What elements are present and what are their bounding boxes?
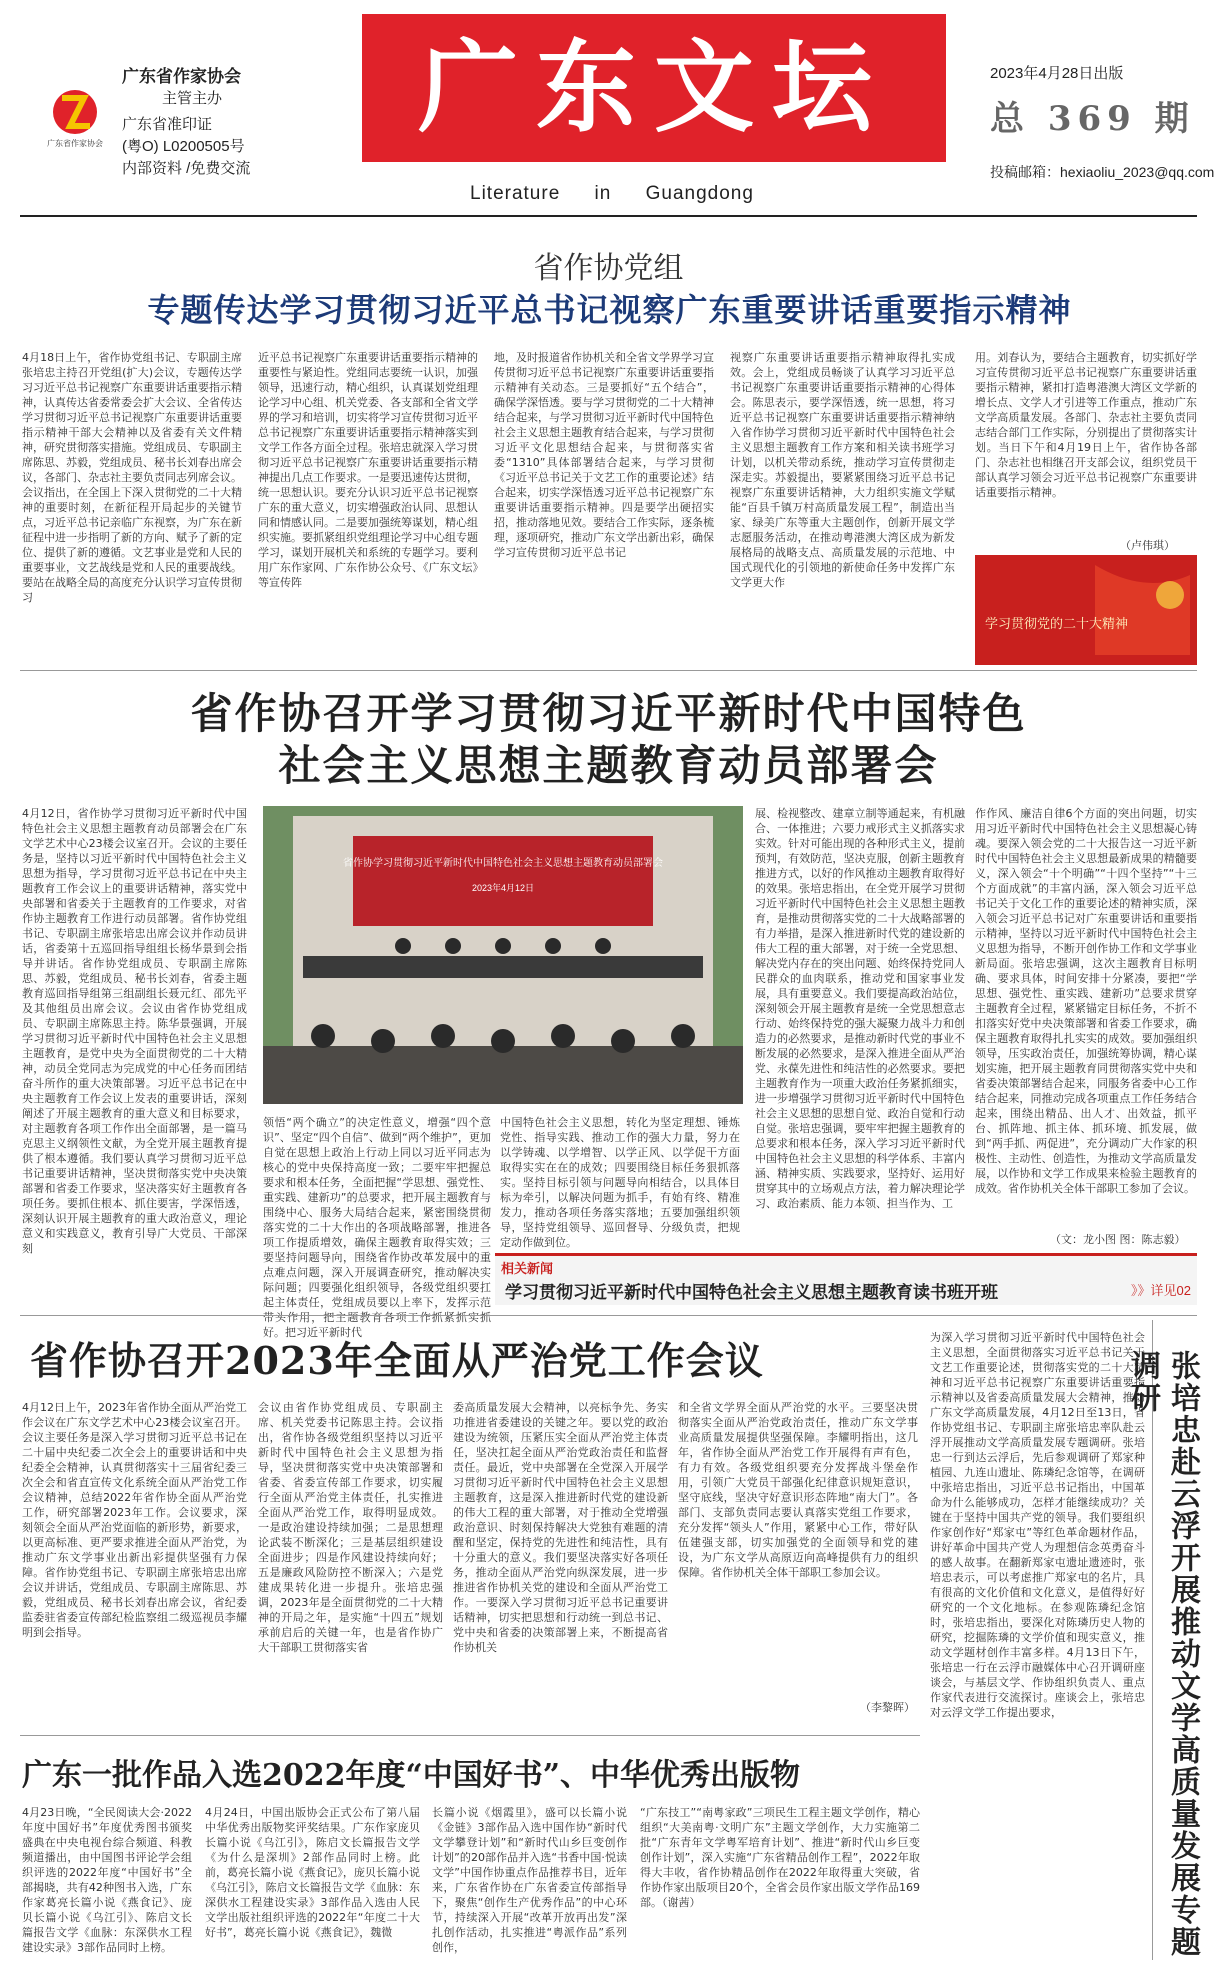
related-news[interactable] [495, 1253, 1197, 1305]
article3-col-1: 4月12日上午，2023年省作协全面从严治党工作会议在广东文学艺术中心23楼会议室召开。会议主要任务是深入学习贯彻习近平总书记在二十届中央纪委二次全会上的重要讲话和中央纪委全会精神，认真贯彻落实十三届省纪委三次全会和省直宣传文化系统全面从严治党工作会议精神，总结2022年省作协全面从严治党工作，研究部署2023年工作。会议要求，深刻领会全面从严治党面临的新形势，新要求，以更高标准、更严要求推进全面从严治党，为推动广东文学事业出新出彩提供坚强有力保障。省作协党组书记、专职副主席张培忠出席会议并讲话，党组成员、专职副主席陈思、苏毅，党组成员、秘书长刘春出席会议，省纪委监委驻省委宣传部纪检监察组二级巡视员李耀明到会指导。 [22, 1401, 247, 1639]
party-congress-banner [975, 555, 1197, 665]
article4-col-3: 长篇小说《烟霞里》，盛可以长篇小说《金链》3部作品入选中国作协“新时代文学攀登计划”和“新时代山乡巨变创作计划”的20部作品并入选“书香中国·悦读文学”中国作协重点作品推荐书目，近年来，广东省作协在广东省委宣传部指导下，聚焦“创作生产优秀作品”的中心环节，持续深入开展“改革开放再出发”深扎创作活动，扎实推进“粤派作品”系列创作， [432, 1806, 627, 1954]
meeting-photo [263, 806, 743, 1104]
article4-col-1: 4月23日晚，“全民阅读大会·2022年度中国好书”年度优秀图书颁奖盛典在中央电视台综合频道、科教频道播出，由中国图书评论学会组织评选的2022年度“中国好书”全部揭晓，共有42种图书入选，广东作家葛亮长篇小说《燕食记》、庞贝长篇小说《乌江引》、陈启文长篇报告文学《血脉：东深供水工程建设实录》3部作品同时上榜。 [22, 1806, 192, 1954]
article2-headline [20, 688, 1197, 792]
article3-col-3: 委高质量发展大会精神，以亮标争先、务实功推进省委建设的关键之年。要以党的政治建设为统领，压紧压实全面从严治党主体责任，坚决扛起全面从严治党政治责任和监督责任。最近，党中央部署在全党深入开展学习贯彻习近平新时代中国特色社会主义思想主题教育，这是深入推进新时代党的建设新的伟大工程的重大部署，对于推动全党增强政治意识、时刻保持解决大党独有难题的清醒和坚定，保持党的先进性和纯洁性，具有十分重大的意义。我们要坚决落实好各项任务，推动全面从严治党向纵深发展，进一步推进省作协机关党的建设和全面从严治党工作。一要深入学习贯彻习近平总书记重要讲话精神，切实把思想和行动统一到总书记、党中央和省委的决策部署上来，不断提高省作协机关 [453, 1401, 668, 1654]
masthead [0, 0, 1217, 215]
divider [20, 670, 1197, 671]
article3-col-4: 和全省文学界全面从严治党的水平。三要坚决贯彻落实全面从严治党政治责任，推动广东文学事业高质量发展提供坚强保障。李耀明指出，这几年，省作协全面从严治党工作开展得有声有色，有力有效。各级党组织要充分发挥战斗堡垒作用，引领广大党员干部强化纪律意识规矩意识，坚守底线，坚决守好意识形态阵地“南大门”。各部门、支部负责同志要认真落实党组工作要求，充分发挥“领头人”作用，紧紧中心工作，带好队伍建强支部，切实加强党的全面领导和党的建设，为广东文学从高原迈向高峰提供有力的组织保障。省作协机关全体干部职工参加会议。 [678, 1401, 918, 1579]
article5-headline: 张培忠赴云浮开展推动文学高质量发展专题调研 [1125, 1350, 1200, 1958]
photo-banner-text: 省作协学习贯彻习近平新时代中国特色社会主义思想主题教育动员部署会 [343, 858, 663, 869]
flag-decoration-icon [975, 555, 1197, 665]
article2-headline-line1: 省作协召开学习贯彻习近平新时代中国特色 [190, 689, 1027, 738]
association-logo-icon [40, 80, 110, 150]
article1-col-4: 视察广东重要讲话重要指示精神取得扎实成效。会上，党组成员畅谈了认真学习习近平总书记视察广东重要讲话重要指示精神的心得体会。陈思表示，要学深悟透，统一思想，将习近平总书记视察广东重要讲话重要指示精神纳入省作协学习贯彻习近平新时代中国特色社会主义思想主题教育工作方案和相关读书班学习计划，以机关带动系统，推动学习宣传贯彻走深走实。苏毅提出，要紧紧围绕习近平总书记视察广东重要讲话精神，大力组织实施文学赋能“百县千镇万村高质量发展工程”，制造出当家、绿美广东等重大主题创作，创新开展文学志愿服务活动，在推动粤港澳大湾区成为新发展格局的战略支点、高质量发展的示范地、中国式现代化的引领地的新使命任务中发挥广东文学更大作 [730, 351, 955, 589]
divider [20, 215, 1197, 217]
article1-kicker: 省作协党组 [533, 252, 684, 285]
article4-headline: 广东一批作品入选2022年度“中国好书”、中华优秀出版物 [22, 1758, 801, 1793]
publish-date: 2023年4月28日出版 [990, 65, 1124, 82]
banner-text: 学习贯彻党的二十大精神 [985, 616, 1129, 631]
logo-caption: 广东省作家协会 [47, 139, 103, 148]
article2-col-4: 展、检视整改、建章立制等通起来，有机融合、一体推进；六要力戒形式主义抓落实求实效。针对可能出现的各种形式主义，提前预判，有效防范，坚决克服，创新主题教育推进方式，以好的作风推动主题教育取得好的效果。张培忠指出，在全党开展学习贯彻习近平新时代中国特色社会主义思想主题教育，是推动贯彻落实党的二十大战略部署的有力举措，是深入推进新时代党的建设新的伟大工程的重大部署，对于统一全党思想、解决党内存在的突出问题、始终保持党同人民群众的血肉联系，推动党和国家事业发展，具有重要意义。我们要提高政治站位，深刻领会开展主题教育是统一全党思想意志行动、始终保持党的强大凝聚力战斗力和创造力的必然要求，是推动新时代党的事业不断发展的必然要求，是深入推进全面从严治党、永葆先进性和纯洁性的必然要求。要把主题教育作为一项重大政治任务紧抓细实，进一步增强学习贯彻习近平新时代中国特色社会主义思想的思想自觉、政治自觉和行动自觉。张培忠强调，要牢牢把握主题教育的总要求和根本任务，深入学习习近平新时代中国特色社会主义思想的科学体系、丰富内涵、精神实质、实践要求，坚持好、运用好贯穿其中的立场观点方法，着力解决理论学习、政治素质、能力本领、担当作为、工 [755, 807, 965, 1210]
article2-headline-line2: 社会主义思想主题教育动员部署会 [278, 741, 939, 790]
circulation-note: 内部资料 /免费交流 [122, 160, 251, 177]
newspaper-title-en: Literature in Guangdong [470, 183, 754, 204]
article3-headline: 省作协召开2023年全面从严治党工作会议 [30, 1338, 764, 1383]
article2-col-2: 领悟“两个确立”的决定性意义，增强“四个意识”、坚定“四个自信”、做到“两个维护”，更加自觉在思想上政治上行动上同以习近平同志为核心的党中央保持高度一致；二要牢牢把握总要求和根本任务，全面把握“学思想、强党性、重实践、建新功”的总要求，把开展主题教育与围绕中心、服务大局结合起来，紧密围绕贯彻落实党的二十大作出的各项战略部署，推进各项工作提质增效，确保主题教育取得实效；三要坚持问题导向，围绕省作协改革发展中的重点难点问题，深入开展调查研究，推动解决实际问题；四要强化组织领导，各级党组织要扛起主体责任，党组成员要以上率下，发挥示范带头作用，把主题教育各项工作抓紧抓实抓好。把习近平新时代 [263, 1116, 491, 1339]
related-news-link[interactable]: 》》详见02 [1131, 1283, 1191, 1298]
article4-col-4: “广东技工”“南粤家政”三项民生工程主题文学创作，精心组织“大美南粤·文明广东”主题文学创作，大力实施第二批“广东青年文学粤军培育计划”、推进“新时代山乡巨变创作计划”，深入实施“广东省精品创作工程”，2022年取得大丰收，省作协精品创作在2022年取得重大突破，省作协作家出版项目20个，全省会员作家出版文学作品169部。（谢茜） [640, 1806, 920, 1909]
submission-email: 投稿邮箱：hexiaoliu_2023@qq.com [990, 164, 1215, 180]
article2-col-5: 作作风、廉洁自律6个方面的突出问题，切实用习近平新时代中国特色社会主义思想凝心铸魂。要深入领会党的二十大报告这一习近平新时代中国特色社会主义思想最新成果的精髓要义，深入领会“十个明确”“十四个坚持”“十三个方面成就”的丰富内涵，深入领会习近平总书记关于文化工作的重要论述的精神实质，深入领会习近平总书记对广东重要讲话和重要指示精神，坚持以习近平新时代中国特色社会主义思想为指导，不断开创作协工作和文学事业新局面。张培忠强调，这次主题教育目标明确、要求具体，时间安排十分紧凑，要把“学思想、强党性、重实践、建新功”总要求贯穿主题教育全过程，紧紧锚定目标任务，不折不扣落实好党中央决策部署和省委工作要求，确保主题教育取得扎扎实实的成效。要加强组织领导，压实政治责任，加强统筹协调，精心谋划实施，把开展主题教育同贯彻落实党中央和省委决策部署结合起来，同服务省委中心工作结合起来，同推动完成各项重点工作任务结合起来，围绕出精品、出人才、出效益，抓平台、抓阵地、抓主体、抓环境、抓发展，做到“两手抓、两促进”，充分调动广大作家的积极性、主动性、创造性，为推动文学高质量发展，以作协和文学工作成果来检验主题教育的成效。省作协机关全体干部职工参加了会议。 [975, 807, 1197, 1195]
article2-col-1: 4月12日，省作协学习贯彻习近平新时代中国特色社会主义思想主题教育动员部署会在广东文学艺术中心23楼会议室召开。会议的主要任务是，坚持以习近平新时代中国特色社会主义思想为指导，学习贯彻习近平总书记在中央主题教育工作会议上的重要讲话精神，落实党中央部署和省委关于主题教育的工作要求，对省作协主题教育工作进行动员部署。省作协党组书记、专职副主席张培忠出席会议并作动员讲话，省委第十五巡回指导组组长杨华景到会指导并讲话。省作协党组成员、专职副主席陈思、苏毅，党组成员、秘书长刘春，省委主题教育巡回指导组第三组副组长聂元红、邵先平及其他组员出席会议。会议由省作协党组成员、专职副主席陈思主持。陈华景强调，开展学习贯彻习近平新时代中国特色社会主义思想主题教育，是党中央为全面贯彻党的二十大精神，动员全党同志为完成党的中心任务而团结奋斗所作的重大决策部署。习近平总书记在中央主题教育工作会议上发表的重要讲话，深刻阐述了开展主题教育的重大意义和目标要求，对主题教育各项工作作出全面部署，是一篇马克思主义纲领性文献，为全党开展主题教育提供了根本遵循。我们要认真学习贯彻习近平总书记重要讲话精神，坚决贯彻落实党中央决策部署和省委工作要求，坚决落实好主题教育各项任务。要抓住根本、抓住要害，学深悟透，深刻认识开展主题教育的重大政治意义，理论意义和实践意义，教育引导广大党员、干部深刻 [22, 807, 247, 1255]
article1-col-5: 用。刘春认为，要结合主题教育，切实抓好学习宣传贯彻习近平总书记视察广东重要讲话重要指示精神，紧扣打造粤港澳大湾区文学新的增长点、文学人才引进等工作重点，推动广东文学高质量发展。各部门、杂志社主要负责同志结合部门工作实际，分别提出了贯彻落实计划。当日下午和4月19日上午，省作协各部门、杂志社也相继召开支部会议，组织党员干部认真学习领会习近平总书记视察广东重要讲话重要指示精神。 [975, 351, 1197, 499]
issue-number: 总 369 期 [990, 99, 1195, 139]
meeting-photo-image [263, 806, 743, 1104]
divider [20, 1735, 920, 1736]
article1-col-3: 地，及时报道省作协机关和全省文学界学习宣传贯彻习近平总书记视察广东重要讲话重要指示精神有关动态。三是要抓好“五个结合”，确保学深悟透。要与学习贯彻党的二十大精神结合起来，与学习贯彻习近平新时代中国特色社会主义思想主题教育结合起来，与学习贯彻习近平文化思想结合起来，与贯彻落实省委“1310”具体部署结合起来，与学习贯彻《习近平总书记关于文艺工作的重要论述》结合起来，切实学深悟透习近平总书记视察广东重要讲话重要指示精神。四是要学出硬招实招，推动落地见效。要结合工作实际，逐条梳理，逐项研究，推动广东文学出新出彩，确保学习宣传贯彻习近平总书记 [494, 351, 714, 559]
article1-col-2: 近平总书记视察广东重要讲话重要指示精神的重要性与紧迫性。党组同志要统一认识，加强领导，迅速行动，精心组织，认真谋划党组理论学习中心组、机关党委、各支部和全省文学界的学习和培训，切实将学习宣传贯彻习近平总书记视察广东重要讲话重要指示精神落实到文学工作各方面全过程。张培忠就深入学习贯彻习近平总书记视察广东重要讲话重要指示精神提出几点工作要求。一是要迅速传达贯彻，统一思想认识。要充分认识习近平总书记视察广东的重大意义，切实增强政治认同、思想认同和情感认同。二是要加强统筹谋划，精心组织实施。要抓紧组织党组理论学习中心组专题学习，谋划开展机关和系统的专题学习。要利用广东作家网、广东作协公众号、《广东文坛》等宣传阵 [258, 351, 478, 589]
vertical-divider [1152, 1320, 1153, 1960]
newspaper-title: 广东文坛 [418, 28, 890, 146]
approval-code: (粤O) L0200505号 [122, 138, 245, 155]
article1-byline: （卢伟琪） [1120, 539, 1175, 552]
approval: 广东省准印证 [122, 116, 213, 133]
article5-body: 为深入学习贯彻习近平新时代中国特色社会主义思想，全面贯彻落实习近平总书记关于文艺工作重要论述，贯彻落实党的二十大精神和习近平总书记视察广东重要讲话重要指示精神以及省委高质量发展大会精神，推动广东文学高质量发展，4月12日至13日，省作协党组书记、专职副主席张培忠率队赴云浮开展推动文学高质量发展专题调研。张培忠一行到达云浮后，先后参观调研了郑家种植园、九连山遗址、陈璘纪念馆等，在调研中张培忠指出，习近平总书记指出，中国革命为什么能够成功，怎样才能继续成功？关键在于坚持中国共产党的领导。我们要组织作家创作好“郑家屯”等红色革命题材作品，讲好革命中国共产党人为理想信念英勇奋斗的感人故事。在翻新郑家屯遗址遗迹时，张培忠表示，可以考虑推广郑家屯的名片，具有很高的文化价值和文化意义，是值得好好研究的一个文化地标。在参观陈璘纪念馆时，张培忠指出，要深化对陈璘历史人物的研究，挖掘陈璘的文学价值和现实意义，推动文学题材创作丰富多样。4月13日下午，张培忠一行在云浮市融媒体中心召开调研座谈会，与基层文学、作协组织负责人、重点作家代表进行交流探讨。座谈会上，张培忠对云浮文学工作提出要求， [930, 1331, 1145, 1719]
related-news-title[interactable]: 学习贯彻习近平新时代中国特色社会主义思想主题教育读书班开班 [505, 1283, 998, 1302]
issue-info [990, 62, 1195, 140]
article2-col-3: 中国特色社会主义思想，转化为坚定理想、锤炼党性、指导实践、推动工作的强大力量，努力在以学铸魂、以学增智、以学正风、以学促干方面取得实实在在的成效；四要围绕目标任务狠抓落实。坚持目标引领与问题导向相结合，以具体目标为牵引，以解决问题为抓手，有始有终、精准发力，推动各项任务落实落地；五要加强组织领导，坚持党组领导、巡回督导、分级负责，把规定动作做到位。 [500, 1116, 740, 1249]
assoc-name: 广东省作家协会 [122, 67, 241, 86]
article3-col-2: 会议由省作协党组成员、专职副主席、机关党委书记陈思主持。会议指出，省作协各级党组织坚持以习近平新时代中国特色社会主义思想为指导，坚决贯彻落实党中央决策部署和省委、省委宣传部工作要求，切实履行全面从严治党主体责任，扎实推进全面从严治党工作，取得明显成效。一是政治建设持续加强；二是思想理论武装不断深化；三是基层组织建设全面进步；四是作风建设持续向好；五是廉政风险防控不断深入；六是党建成果转化进一步提升。张培忠强调，2023年是全面贯彻党的二十大精神的开局之年，是实施“十四五”规划承前启后的关键一年，也是省作协广大干部职工贯彻落实省 [258, 1401, 443, 1654]
article4-col-2: 4月24日，中国出版协会正式公布了第八届中华优秀出版物奖评奖结果。广东作家庞贝长篇小说《乌江引》，陈启文长篇报告文学《为什么是深圳》2部作品同时上榜。此前，葛亮长篇小说《燕食记》，庞贝长篇小说《乌江引》，陈启文长篇报告文学《血脉：东深供水工程建设实录》3部作品入选由人民文学出版社组织评选的2022年“年度二十大好书”，葛亮长篇小说《燕食记》，魏微 [205, 1806, 420, 1939]
article2-byline: （文：龙小图 图：陈志毅） [1050, 1233, 1186, 1246]
divider [20, 1315, 1197, 1316]
photo-banner-date: 2023年4月12日 [471, 883, 535, 893]
publisher-info [122, 66, 250, 180]
article1-col-1: 4月18日上午，省作协党组书记、专职副主席张培忠主持召开党组(扩大)会议，专题传达学习习近平总书记视察广东重要讲话重要指示精神，认真传达省委常委会扩大会议、全省传达学习贯彻习近平总书记视察广东重要讲话重要指示精神干部大会精神以及省委有关文件精神，研究贯彻落实措施。党组成员、专职副主席陈思、苏毅，党组成员、秘书长刘春出席会议，各部门、杂志社主要负责同志列席会议。会议指出，在全国上下深入贯彻党的二十大精神的重要时刻，在新征程开局起步的关键节点，习近平总书记亲临广东视察，为广东在新征程中进一步指明了新的方向、赋予了新的定位、提供了新的遵循。文艺事业是党和人民的重要事业，文艺战线是党和人民的重要战线。要站在战略全局的高度充分认识学习宣传贯彻习 [22, 351, 242, 604]
related-news-tag: 相关新闻 [501, 1261, 554, 1276]
article3-byline: （李黎晖） [860, 1701, 915, 1714]
article1-headline: 专题传达学习贯彻习近平总书记视察广东重要讲话重要指示精神 [147, 292, 1072, 328]
sponsor: 主管主办 [162, 90, 223, 107]
